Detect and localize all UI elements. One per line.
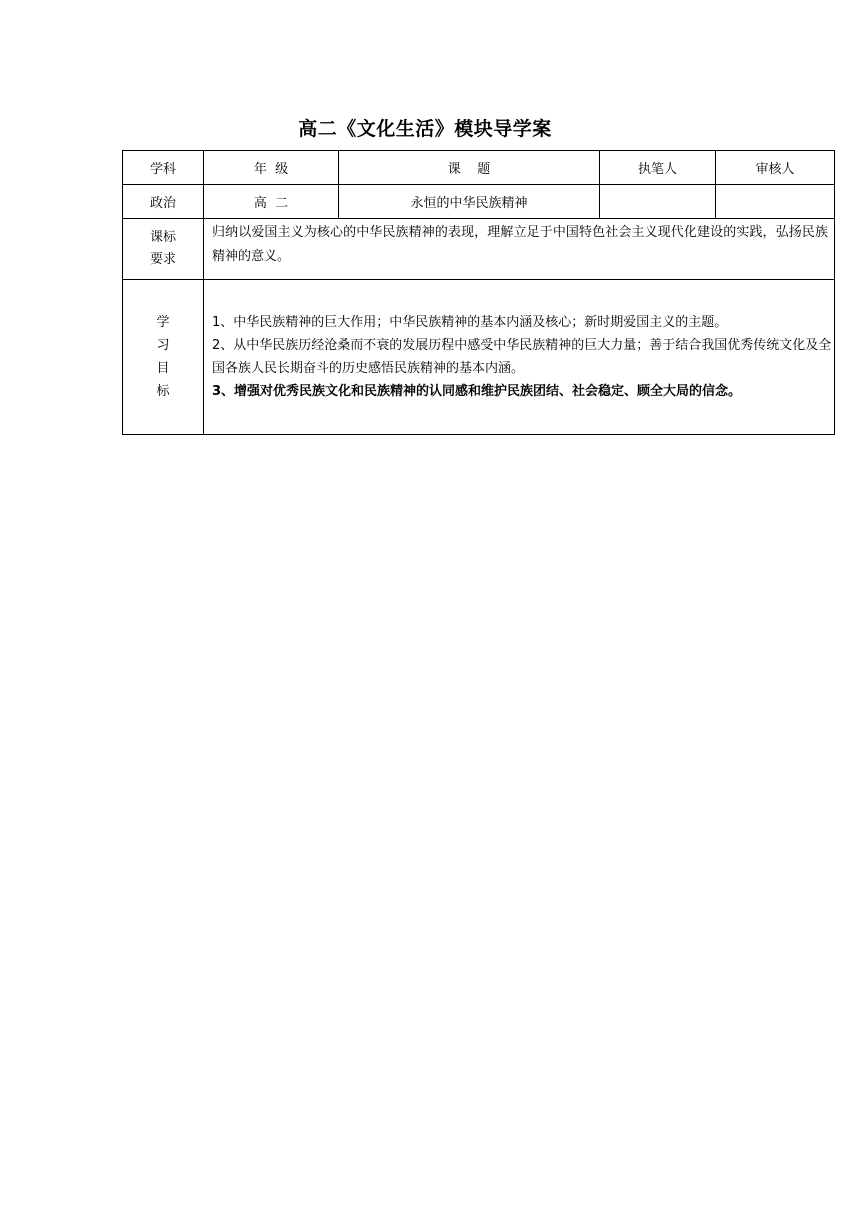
info-author bbox=[600, 185, 716, 219]
goal-item: 1、中华民族精神的巨大作用；中华民族精神的基本内涵及核心；新时期爱国主义的主题。 bbox=[212, 315, 728, 330]
header-reviewer: 审核人 bbox=[716, 151, 835, 185]
goal-item: 3、增强对优秀民族文化和民族精神的认同感和维护民族团结、社会稳定、顾全大局的信念。 bbox=[212, 384, 742, 399]
goals-list bbox=[204, 280, 835, 435]
standard-text: 归纳以爱国主义为核心的中华民族精神的表现，理解立足于中国特色社会主义现代化建设的实践，弘扬民族精神的意义。 bbox=[204, 219, 835, 280]
header-row bbox=[123, 151, 835, 185]
goals-row bbox=[123, 280, 835, 435]
info-row bbox=[123, 185, 835, 219]
goals-label-char: 学 bbox=[156, 315, 170, 330]
standard-label-line2: 要求 bbox=[149, 252, 176, 267]
goals-label-char: 标 bbox=[156, 384, 170, 399]
info-subject: 政治 bbox=[123, 185, 204, 219]
standard-row bbox=[123, 219, 835, 280]
header-subject: 学科 bbox=[123, 151, 204, 185]
study-guide-table bbox=[122, 150, 835, 435]
goals-label-char: 习 bbox=[156, 338, 170, 353]
goals-label-cell bbox=[123, 280, 204, 435]
standard-label-line1: 课标 bbox=[149, 230, 176, 245]
document-title: 高二《文化生活》模块导学案 bbox=[298, 118, 552, 140]
info-reviewer bbox=[716, 185, 835, 219]
header-grade: 年 级 bbox=[204, 151, 339, 185]
standard-label-cell bbox=[123, 219, 204, 280]
goals-label-char: 目 bbox=[156, 361, 170, 376]
header-topic: 课 题 bbox=[339, 151, 600, 185]
info-topic: 永恒的中华民族精神 bbox=[339, 185, 600, 219]
goal-item: 2、从中华民族历经沧桑而不衰的发展历程中感受中华民族精神的巨大力量；善于结合我国优秀传统文化及全国各族人民长期奋斗的历史感悟民族精神的基本内涵。 bbox=[212, 338, 832, 376]
header-author: 执笔人 bbox=[600, 151, 716, 185]
info-grade: 高 二 bbox=[204, 185, 339, 219]
